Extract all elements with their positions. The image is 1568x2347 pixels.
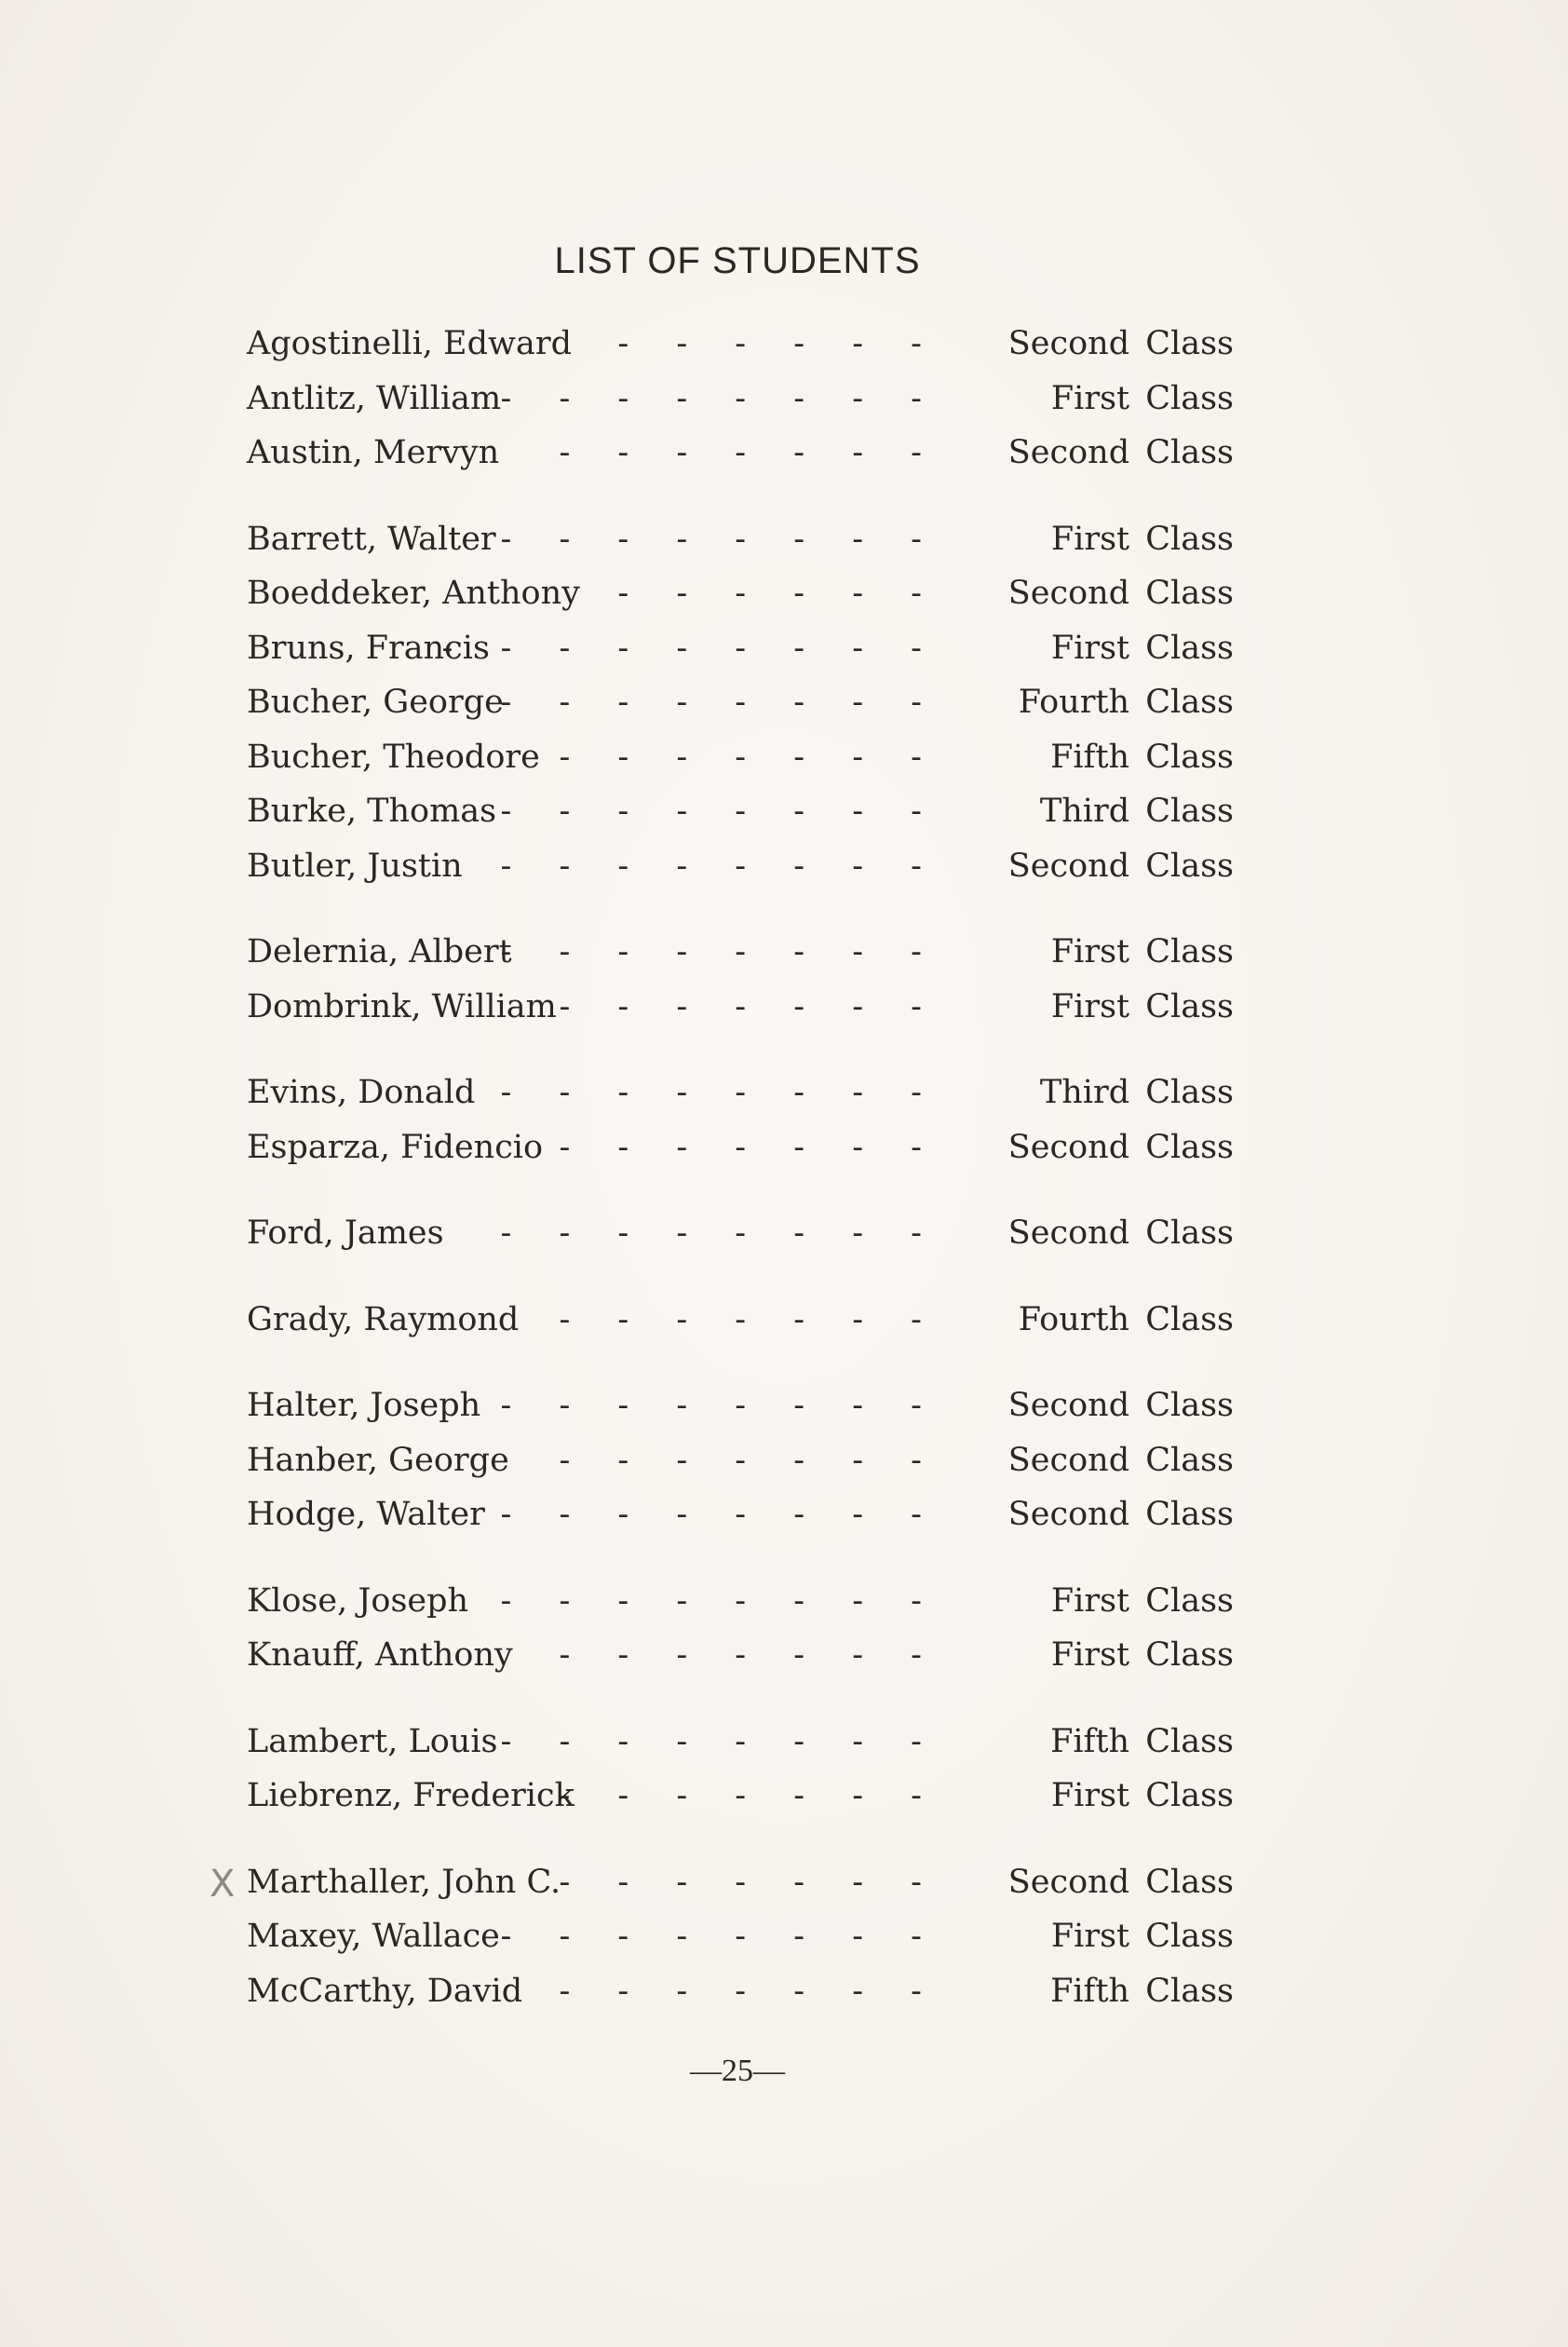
student-row (247, 1120, 1234, 1175)
student-name: Delernia, Albert (247, 933, 512, 970)
student-name: Hodge, Walter (247, 1496, 485, 1533)
student-row (247, 426, 1234, 481)
student-name: Lambert, Louis (247, 1722, 498, 1760)
student-row (247, 980, 1234, 1035)
student-class: Second Class (1007, 575, 1234, 612)
student-name: Austin, Mervyn (247, 434, 500, 471)
student-class: Fifth Class (1050, 738, 1234, 776)
leader-dashes: - - - - - - - (559, 1128, 940, 1166)
student-group (247, 1206, 1234, 1261)
student-row (247, 317, 1234, 372)
student-name: Barrett, Walter (247, 520, 496, 558)
student-class: Third Class (1039, 793, 1234, 830)
leader-dashes: - - - - - - - - (500, 1496, 940, 1533)
student-name: Bucher, Theodore (247, 738, 540, 776)
leader-dashes: - - - - - - - (559, 1441, 940, 1479)
student-row (247, 1433, 1234, 1488)
student-row (247, 1628, 1234, 1683)
student-row (247, 1769, 1234, 1824)
student-group (247, 925, 1234, 1034)
student-name: Antlitz, William (247, 379, 502, 417)
student-name: Marthaller, John C. (247, 1863, 561, 1901)
leader-dashes: - - - - - - - - (500, 1074, 940, 1111)
leader-dashes: - - - - - - - - (500, 684, 940, 721)
leader-dashes: - - - - - - - (559, 1777, 940, 1814)
student-class: First Class (1050, 1636, 1234, 1674)
student-row (247, 730, 1234, 785)
student-class: Second Class (1007, 1441, 1234, 1479)
student-row (247, 1065, 1234, 1120)
student-class: Second Class (1007, 325, 1234, 362)
student-name: Esparza, Fidencio (247, 1128, 544, 1166)
student-class: First Class (1050, 1777, 1234, 1814)
page-title: LIST OF STUDENTS (554, 240, 921, 281)
student-row (247, 1293, 1234, 1348)
student-class: First Class (1050, 629, 1234, 667)
student-name: Halter, Joseph (247, 1387, 481, 1424)
student-name: Butler, Justin (247, 847, 463, 885)
leader-dashes: - - - - - - - - (500, 793, 940, 830)
student-row (247, 1487, 1234, 1542)
student-name: Burke, Thomas (247, 793, 497, 830)
student-class: Fifth Class (1050, 1972, 1234, 2010)
student-name: Dombrink, William (247, 987, 557, 1025)
student-list (247, 317, 1234, 2050)
student-row (247, 372, 1234, 427)
student-row (247, 1964, 1234, 2019)
student-class: Fourth Class (1018, 684, 1234, 721)
leader-dashes: - - - - - - - - (500, 1214, 940, 1252)
leader-dashes: - - - - - - (617, 325, 940, 362)
student-class: First Class (1050, 1918, 1234, 1955)
student-row (247, 1909, 1234, 1964)
student-row (247, 512, 1234, 567)
student-class: Second Class (1007, 1496, 1234, 1533)
leader-dashes: - - - - - - - - (500, 379, 940, 417)
leader-dashes: - - - - - - - - (500, 1918, 940, 1955)
student-row (247, 1855, 1234, 1910)
leader-dashes: - - - - - - - (559, 1863, 940, 1901)
leader-dashes: - - - - - - - (559, 1972, 940, 2010)
leader-dashes: - - - - - - - (559, 987, 940, 1025)
student-class: First Class (1050, 520, 1234, 558)
student-name: Ford, James (247, 1214, 444, 1252)
student-name: Grady, Raymond (247, 1300, 520, 1338)
page-number: —25— (690, 2054, 785, 2088)
student-group (247, 512, 1234, 894)
student-name: Boeddeker, Anthony (247, 575, 580, 612)
student-class: Fifth Class (1050, 1722, 1234, 1760)
leader-dashes: - - - - - - - - (500, 520, 940, 558)
leader-dashes: - - - - - - - (559, 434, 940, 471)
student-row (247, 1715, 1234, 1770)
margin-mark: X (210, 1863, 236, 1906)
leader-dashes: - - - - - - - - (500, 1581, 940, 1620)
student-class: Second Class (1007, 1128, 1234, 1166)
student-name: McCarthy, David (247, 1972, 523, 2010)
leader-dashes: - - - - - - - - (500, 1387, 940, 1424)
student-name: Evins, Donald (247, 1074, 476, 1111)
student-class: First Class (1050, 933, 1234, 970)
student-name: Hanber, George (247, 1441, 509, 1479)
leader-dashes: - - - - - - - (559, 1636, 940, 1674)
student-name: Bucher, George (247, 684, 504, 721)
student-row (247, 784, 1234, 839)
leader-dashes: - - - - - - - - - (441, 629, 940, 667)
student-name: Agostinelli, Edward (247, 325, 572, 362)
leader-dashes: - - - - - - - - (500, 847, 940, 885)
student-class: First Class (1050, 379, 1234, 417)
student-class: Fourth Class (1018, 1300, 1234, 1338)
student-row (247, 566, 1234, 621)
student-name: Knauff, Anthony (247, 1636, 513, 1674)
student-row (247, 1378, 1234, 1433)
student-class: First Class (1050, 1581, 1234, 1620)
leader-dashes: - - - - - - - (559, 738, 940, 776)
student-group (247, 1855, 1234, 2019)
student-row (247, 1206, 1234, 1261)
student-name: Maxey, Wallace (247, 1918, 500, 1955)
student-row (247, 675, 1234, 730)
student-class: First Class (1050, 987, 1234, 1025)
leader-dashes: - - - - - - - (559, 1300, 940, 1338)
student-class: Second Class (1007, 1214, 1234, 1252)
student-name: Bruns, Francis (247, 629, 490, 667)
student-class: Second Class (1007, 1387, 1234, 1424)
student-class: Second Class (1007, 847, 1234, 885)
student-group (247, 1378, 1234, 1542)
student-class: Second Class (1007, 1863, 1234, 1901)
student-row (247, 925, 1234, 980)
student-class: Second Class (1007, 434, 1234, 471)
student-name: Klose, Joseph (247, 1581, 469, 1620)
student-row (247, 621, 1234, 676)
student-group (247, 317, 1234, 481)
leader-dashes: - - - - - - (617, 575, 940, 612)
leader-dashes: - - - - - - - - (500, 1722, 940, 1760)
student-group (247, 1715, 1234, 1824)
student-name: Liebrenz, Frederick (247, 1777, 574, 1814)
student-group (247, 1065, 1234, 1174)
student-row (247, 1574, 1234, 1629)
student-group (247, 1293, 1234, 1348)
student-class: Third Class (1039, 1074, 1234, 1111)
student-group (247, 1574, 1234, 1683)
leader-dashes: - - - - - - - - (500, 933, 940, 970)
student-row (247, 839, 1234, 894)
